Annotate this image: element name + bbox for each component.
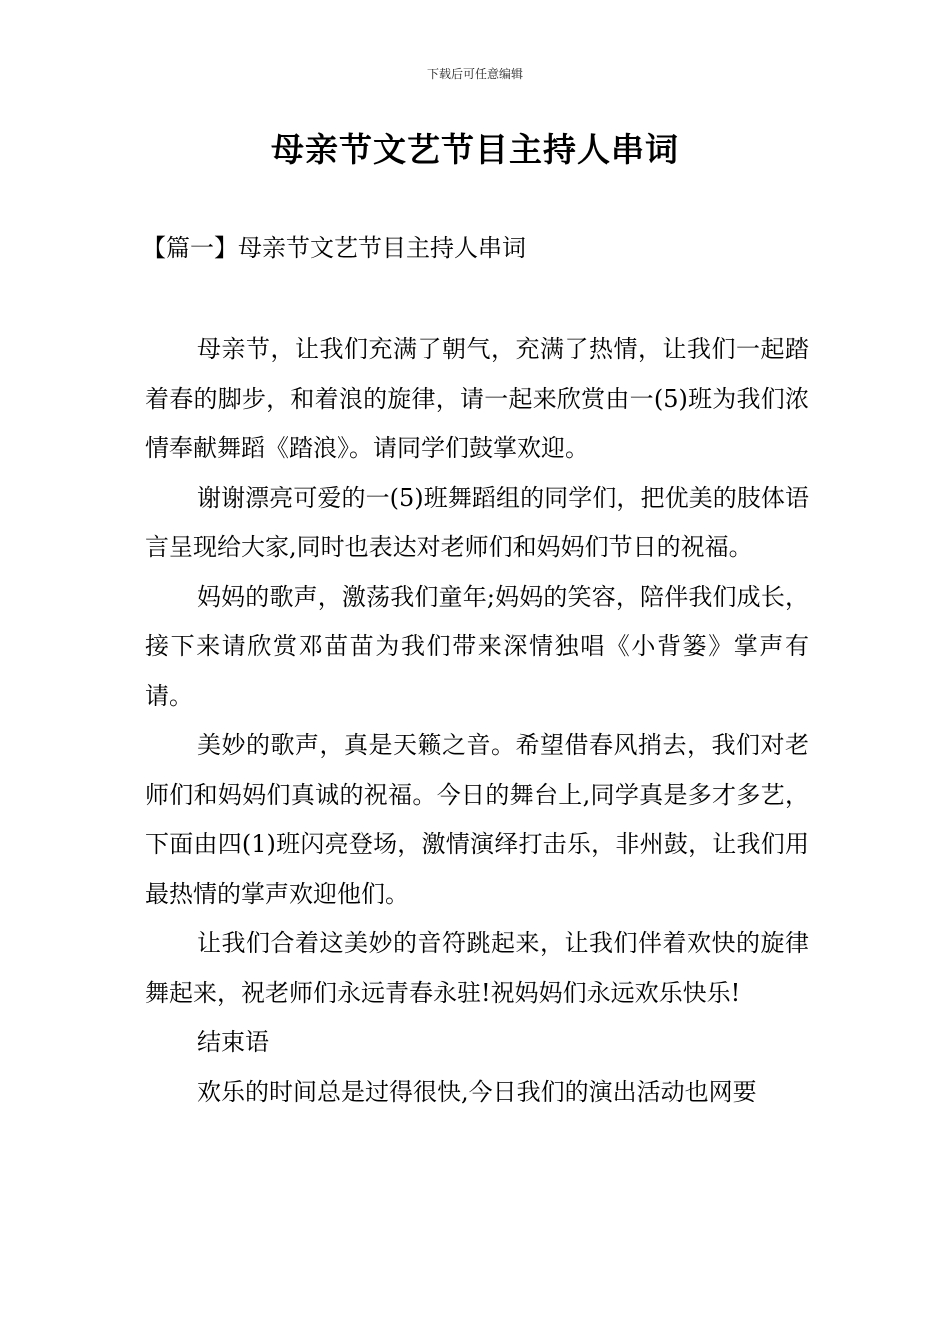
document-body <box>145 325 809 1117</box>
paragraph: 欢乐的时间总是过得很快,今日我们的演出活动也网要 <box>197 1077 757 1106</box>
paragraph: 谢谢漂亮可爱的一(5)班舞蹈组的同学们，把优美的肢体语言呈现给大家,同时也表达对老师们和妈妈们节日的祝福。 <box>145 483 809 561</box>
header-note: 下载后可任意编辑 <box>426 67 523 81</box>
paragraph: 让我们合着这美妙的音符跳起来，让我们伴着欢快的旋律舞起来，祝老师们永远青春永驻!祝妈妈们永远欢乐快乐! <box>145 929 809 1007</box>
document-title: 母亲节文艺节目主持人串词 <box>271 130 679 169</box>
section-heading: 【篇一】母亲节文艺节目主持人串词 <box>142 234 526 262</box>
closing-heading: 结束语 <box>197 1028 269 1056</box>
paragraph: 母亲节，让我们充满了朝气，充满了热情，让我们一起踏着春的脚步，和着浪的旋律，请一起来欣赏由一(5)班为我们浓情奉献舞蹈《踏浪》。请同学们鼓掌欢迎。 <box>145 335 809 462</box>
paragraph: 美妙的歌声，真是天籁之音。希望借春风捎去，我们对老师们和妈妈们真诚的祝福。今日的舞台上,同学真是多才多艺，下面由四(1)班闪亮登场，激情演绎打击乐，非州鼓，让我们用最热情的掌声欢迎他们。 <box>145 731 809 908</box>
paragraph: 妈妈的歌声，激荡我们童年;妈妈的笑容，陪伴我们成长，接下来请欣赏邓苗苗为我们带来深情独唱《小背篓》掌声有请。 <box>145 582 809 710</box>
